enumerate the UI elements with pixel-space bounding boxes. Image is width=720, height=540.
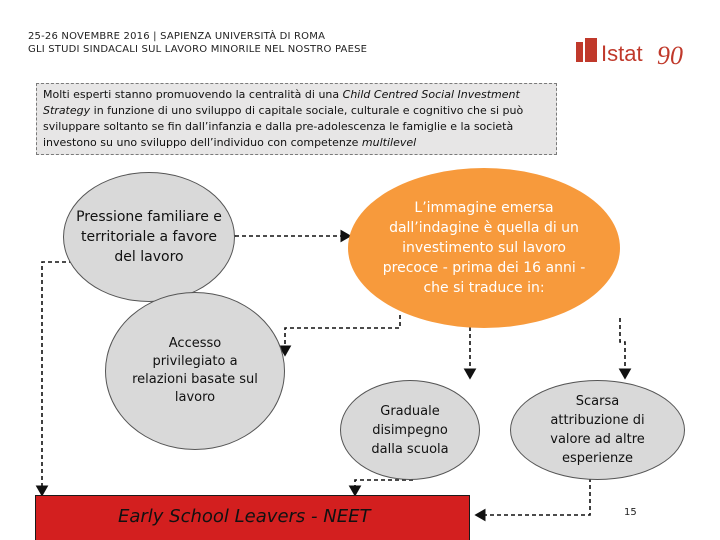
node-pressione-text: Pressione familiare e territoriale a favore del lavoro <box>76 209 222 265</box>
intro-part1: Molti esperti stanno promuovendo la centralità di una <box>43 88 343 101</box>
header-date-venue: 25-26 NOVEMBRE 2016 | SAPIENZA UNIVERSITÀ DI ROMA <box>28 31 326 42</box>
node-scarsa <box>510 380 685 480</box>
node-graduale <box>340 380 480 480</box>
connector-scarsa-neet <box>476 478 590 515</box>
node-scarsa-text: Scarsa attribuzione di valore ad altre esperienze <box>550 394 645 466</box>
node-pressione <box>63 172 235 302</box>
logo-number: 90 <box>657 41 683 70</box>
node-accesso-text: Accesso privilegiato a relazioni basate sul lavoro <box>132 336 258 405</box>
outcome-neet-label: Early School Leavers - NEET <box>118 506 371 527</box>
logo-text: Istat <box>601 41 643 66</box>
node-immagine-text: L’immagine emersa dall’indagine è quella di un investimento sul lavoro precoce - prima dei 16 anni - che si traduce in: <box>382 200 586 296</box>
node-accesso <box>105 292 285 450</box>
intro-italic-strategy: Child Centred Social Investment Strategy <box>43 88 520 117</box>
node-immagine <box>348 168 620 328</box>
page-number: 15 <box>624 507 637 518</box>
connector-pressione-neet <box>42 262 80 495</box>
header-title: GLI STUDI SINDACALI SUL LAVORO MINORILE NEL NOSTRO PAESE <box>28 44 368 55</box>
connector-immagine-accesso <box>285 315 400 355</box>
node-graduale-text: Graduale disimpegno dalla scuola <box>371 403 449 457</box>
intro-part2: in funzione di uno sviluppo di capitale sociale, culturale e cognitivo che si può sviluppare soltanto se fin dall’infanzia e dalla pre-adolescenza le famiglie e la società investono su uno sviluppo dell’individuo con competenze <box>43 104 524 149</box>
connector-immagine-scarsa <box>620 318 625 378</box>
intro-italic-multilevel: multilevel <box>361 136 417 149</box>
